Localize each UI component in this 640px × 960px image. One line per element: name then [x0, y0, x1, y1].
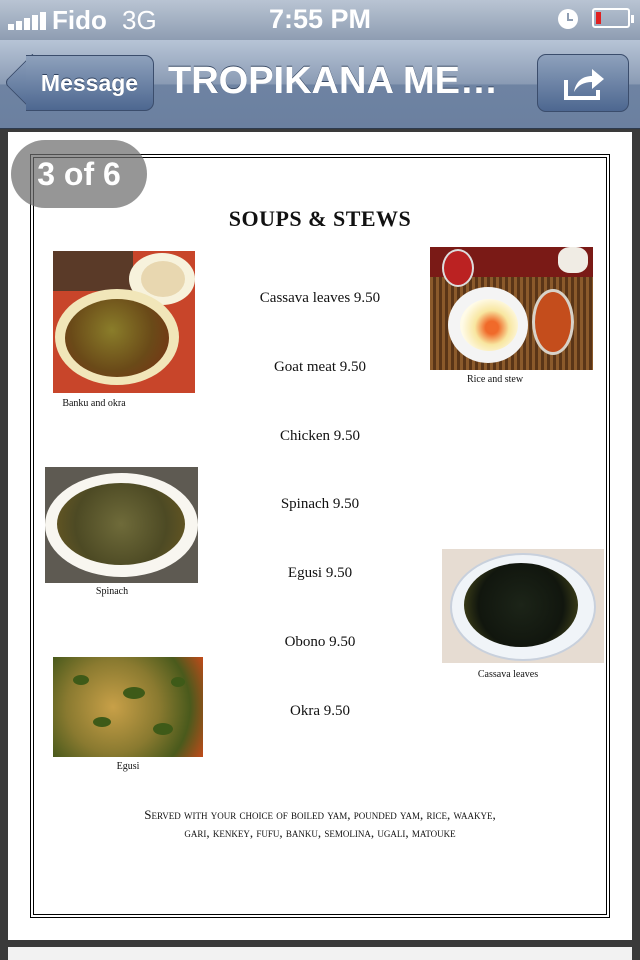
photo-caption: Rice and stew: [466, 374, 524, 385]
page-indicator: 3 of 6: [11, 140, 147, 208]
cassava-leaves-photo: [442, 549, 604, 663]
battery-icon: [592, 8, 630, 28]
menu-item: Okra 9.50: [290, 703, 350, 719]
alarm-clock-icon: [558, 9, 578, 29]
photo-caption: Spinach: [95, 586, 129, 597]
menu-item: Goat meat 9.50: [273, 359, 367, 375]
network-type: 3G: [122, 5, 157, 35]
status-time: 7:55 PM: [268, 4, 372, 34]
menu-item: Chicken 9.50: [280, 428, 360, 444]
next-page-edge: [8, 947, 632, 960]
menu-item: Spinach 9.50: [280, 496, 360, 512]
spinach-photo: [45, 467, 198, 583]
egusi-photo: [53, 657, 203, 757]
rice-stew-photo: [430, 247, 593, 370]
navigation-bar: [0, 40, 640, 129]
share-button[interactable]: [537, 54, 629, 112]
battery-level: [596, 12, 601, 24]
carrier-name: Fido: [52, 5, 107, 35]
nav-title: TROPIKANA ME…: [168, 60, 499, 102]
sides-note-line: gari, kenkey, fufu, banku, semolina, ugali, matouke: [184, 825, 456, 840]
menu-item: Obono 9.50: [284, 634, 356, 650]
section-heading: SOUPS & STEWS: [228, 206, 412, 231]
share-arrow-icon: [562, 66, 606, 102]
status-bar: [0, 0, 640, 40]
menu-item: Cassava leaves 9.50: [259, 290, 381, 306]
photo-caption: Banku and okra: [62, 398, 126, 409]
photo-caption: Egusi: [116, 761, 140, 772]
sides-note-line: Served with your choice of boiled yam, pounded yam, rice, waakye,: [144, 807, 496, 822]
banku-okra-photo: [53, 251, 195, 393]
sides-note: [70, 806, 570, 842]
menu-item: Egusi 9.50: [287, 565, 353, 581]
photo-caption: Cassava leaves: [477, 669, 539, 680]
back-button[interactable]: Message: [26, 55, 154, 111]
